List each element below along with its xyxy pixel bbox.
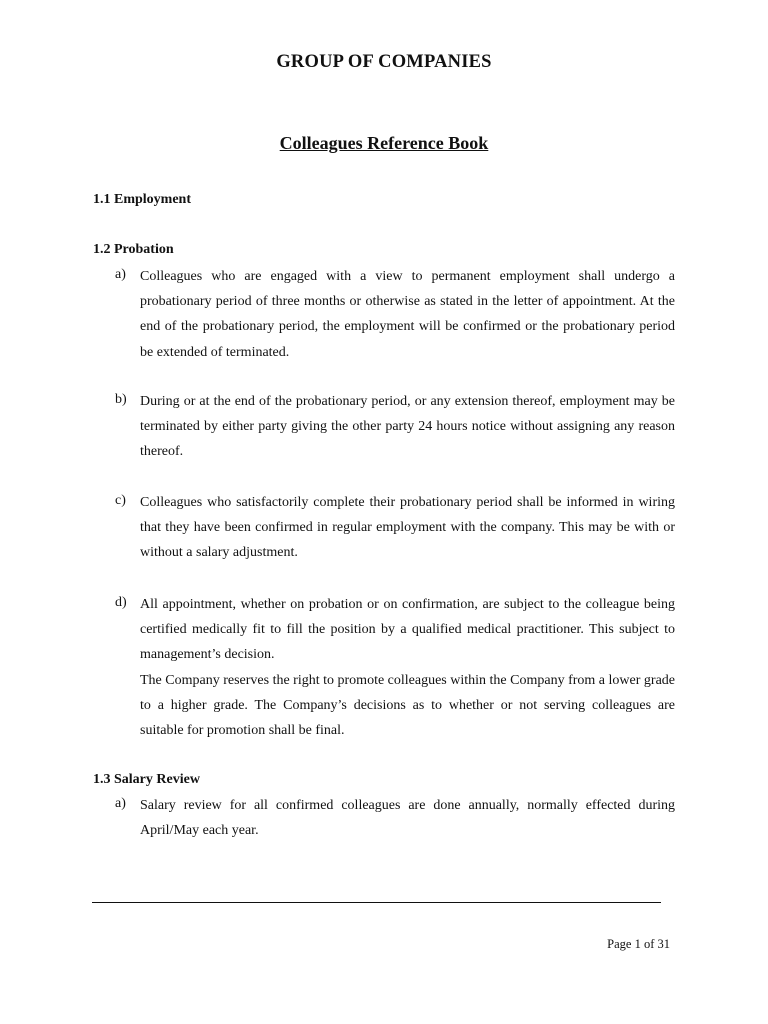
list-item-text: Colleagues who satisfactorily complete their probationary period shall be informed in wiring that they have been confirmed in regular employment with the company. This may be with or without a salary adjustment. xyxy=(140,495,675,561)
list-item xyxy=(115,389,675,465)
list-item xyxy=(115,264,675,365)
section-heading-employment: 1.1 Employment xyxy=(93,192,191,207)
section-heading-salary-review: 1.3 Salary Review xyxy=(93,772,200,787)
document-subtitle: Colleagues Reference Book xyxy=(279,133,489,153)
footer-rule xyxy=(92,902,661,903)
list-marker: d) xyxy=(115,595,127,610)
document-title: GROUP OF COMPANIES xyxy=(276,52,492,72)
list-marker: a) xyxy=(115,796,126,811)
section-heading-probation: 1.2 Probation xyxy=(93,242,174,257)
list-item xyxy=(115,592,675,743)
page-number: Page 1 of 31 xyxy=(607,937,670,951)
list-item-text: Colleagues who are engaged with a view to permanent employment shall undergo a probationary period of three months or otherwise as stated in the letter of appointment. At the end of the probationary period, the employment will be confirmed or the probationary period be extended of terminated. xyxy=(140,269,675,360)
list-marker: c) xyxy=(115,493,126,508)
list-marker: b) xyxy=(115,392,127,407)
list-item xyxy=(115,793,675,843)
list-item xyxy=(115,490,675,566)
list-item-text-continued: The Company reserves the right to promote colleagues within the Company from a lower grade to a higher grade. The Company’s decisions as to whether or not serving colleagues are suitable for promotion shall be final. xyxy=(140,672,675,739)
list-item-text: Salary review for all confirmed colleagues are done annually, normally effected during April/May each year. xyxy=(140,798,675,839)
list-marker: a) xyxy=(115,267,126,282)
list-item-text: All appointment, whether on probation or on confirmation, are subject to the colleague being certified medically fit to fill the position by a qualified medical practitioner. This subject to management’s decision. xyxy=(140,597,675,663)
list-item-text: During or at the end of the probationary period, or any extension thereof, employment may be terminated by either party giving the other party 24 hours notice without assigning any reason thereof. xyxy=(140,394,675,460)
